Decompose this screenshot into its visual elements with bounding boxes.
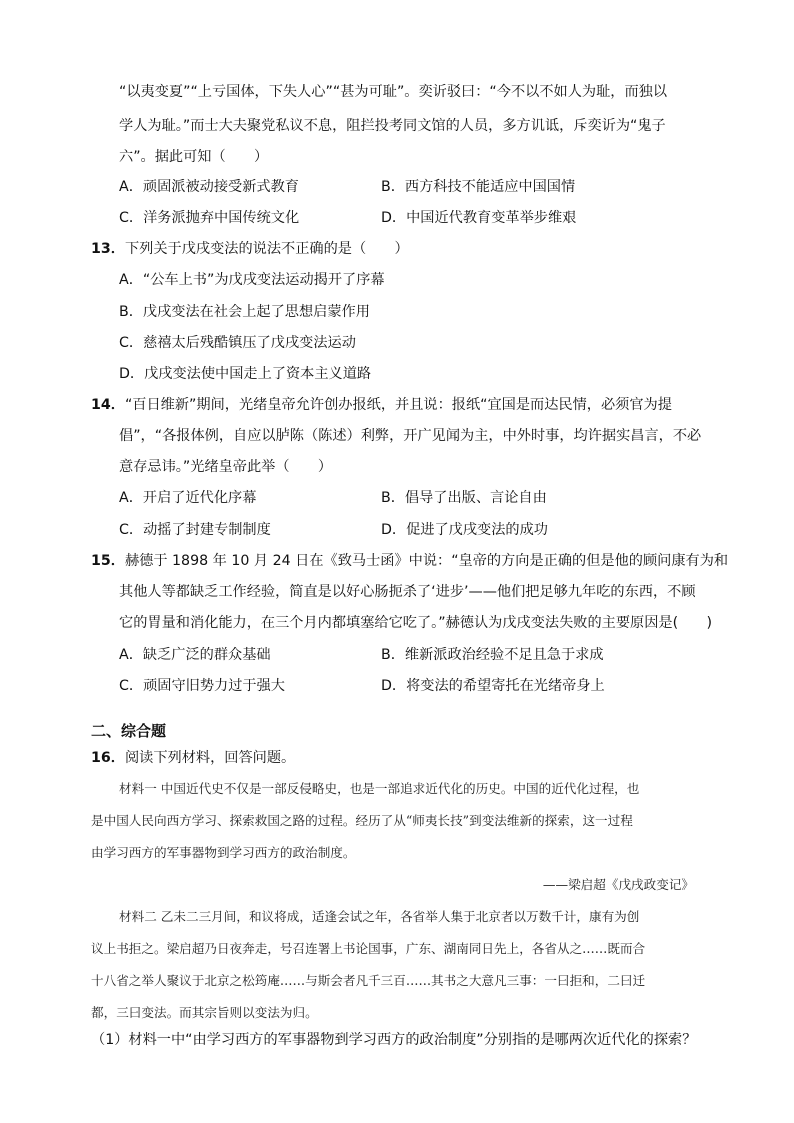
q15-stem-line-2: 其他人等都缺乏工作经验，简直是以好心肠扼杀了‘进步’——他们把足够九年吃的东西，不顾: [119, 584, 696, 600]
q15-stem-line-1: [91, 551, 728, 571]
q13-stem-text: 下列关于戊戌变法的说法不正确的是（ ）: [124, 241, 409, 257]
q13-option-a[interactable]: A．“公车上书”为戊戌变法运动揭开了序幕: [119, 272, 385, 288]
q15-option-d[interactable]: D．将变法的希望寄托在光绪帝身上: [381, 678, 605, 694]
material-1-line-2: 是中国人民向西方学习、探索救国之路的过程。经历了从“师夷长技”到变法维新的探索，这一过程: [91, 813, 633, 828]
q13-option-c[interactable]: C．慈禧太后残酷镇压了戊戌变法运动: [119, 335, 356, 351]
q12-stem-line-1: “以夷变夏”“上亏国体，下失人心”“甚为可耻”。奕䜣驳曰：“今不以不如人为耻，而独以: [119, 84, 668, 100]
q15-stem-text-1: 赫德于 1898 年 10 月 24 日在《致马士函》中说：“皇帝的方向是正确的但是他的顾问康有为和: [124, 553, 729, 569]
material-2-line-2: 议上书拒之。梁启超乃日夜奔走，号召连署上书论国事，广东、湖南同日先上，各省从之……既而合: [91, 941, 646, 956]
q14-number: 14．: [91, 397, 125, 413]
q12-stem-line-3: 六”。据此可知（ ）: [119, 149, 269, 165]
material-1-source: ——梁启超《戊戌政变记》: [542, 877, 694, 892]
q14-stem-line-2: 倡”，“各报体例，自应以胪陈（陈述）利弊，开广见闻为主，中外时事，均许据实昌言，不必: [119, 428, 702, 444]
material-2-line-3: 十八省之举人聚议于北京之松筠庵……与斯会者凡千三百……其书之大意凡三事：一曰拒和，二曰迁: [91, 973, 646, 988]
material-1-line-1: 材料一 中国近代史不仅是一部反侵略史，也是一部追求近代化的历史。中国的近代化过程，也: [119, 781, 640, 796]
q16-subquestion-1: （1）材料一中“由学习西方的军事器物到学习西方的政治制度”分别指的是哪两次近代化的探索？: [91, 1032, 697, 1048]
q14-option-d[interactable]: D．促进了戊戌变法的成功: [381, 522, 548, 538]
q16-stem-text: 阅读下列材料，回答问题。: [124, 750, 296, 766]
section-heading: 二、综合题: [91, 722, 167, 740]
q15-number: 15．: [91, 553, 125, 569]
q14-option-a[interactable]: A．开启了近代化序幕: [119, 490, 257, 506]
q13-number: 13．: [91, 241, 125, 257]
q13-option-d[interactable]: D．戊戌变法使中国走上了资本主义道路: [119, 366, 372, 382]
q15-option-b[interactable]: B．维新派政治经验不足且急于求成: [381, 647, 604, 663]
q12-option-c[interactable]: C．洋务派抛弃中国传统文化: [119, 210, 300, 226]
q14-stem-text-1: “百日维新”期间，光绪皇帝允许创办报纸，并且说：报纸“宜国是而达民情，必须官为提: [124, 397, 672, 413]
material-2-line-1: 材料二 乙未二三月间，和议将成，适逢会试之年，各省举人集于北京者以万数千计，康有为创: [119, 909, 640, 924]
material-1-line-3: 由学习西方的军事器物到学习西方的政治制度。: [91, 845, 356, 860]
q13-stem: [91, 239, 409, 259]
q16-stem: [91, 748, 295, 768]
q12-stem-line-2: 学人为耻。”而士大夫聚党私议不息，阻拦投考同文馆的人员，多方讥诋，斥奕䜣为“鬼子: [119, 118, 666, 134]
q14-option-c[interactable]: C．动摇了封建专制制度: [119, 522, 271, 538]
q15-stem-line-3: 它的胃量和消化能力，在三个月内都填塞给它吃了。”赫德认为戊戌变法失败的主要原因是( ): [119, 615, 713, 631]
q13-option-b[interactable]: B．戊戌变法在社会上起了思想启蒙作用: [119, 304, 370, 320]
q14-stem-line-1: [91, 395, 672, 415]
q12-option-a[interactable]: A．顽固派被动接受新式教育: [119, 179, 299, 195]
q14-option-b[interactable]: B．倡导了出版、言论自由: [381, 490, 547, 506]
q12-option-b[interactable]: B．西方科技不能适应中国国情: [381, 179, 576, 195]
q15-option-c[interactable]: C．顽固守旧势力过于强大: [119, 678, 285, 694]
material-2-line-4: 都，三曰变法。而其宗旨则以变法为归。: [91, 1005, 318, 1020]
q16-number: 16．: [91, 750, 125, 766]
q15-option-a[interactable]: A．缺乏广泛的群众基础: [119, 647, 271, 663]
q14-stem-line-3: 意存忌讳。”光绪皇帝此举（ ）: [119, 459, 333, 475]
q12-option-d[interactable]: D．中国近代教育变革举步维艰: [381, 210, 577, 226]
